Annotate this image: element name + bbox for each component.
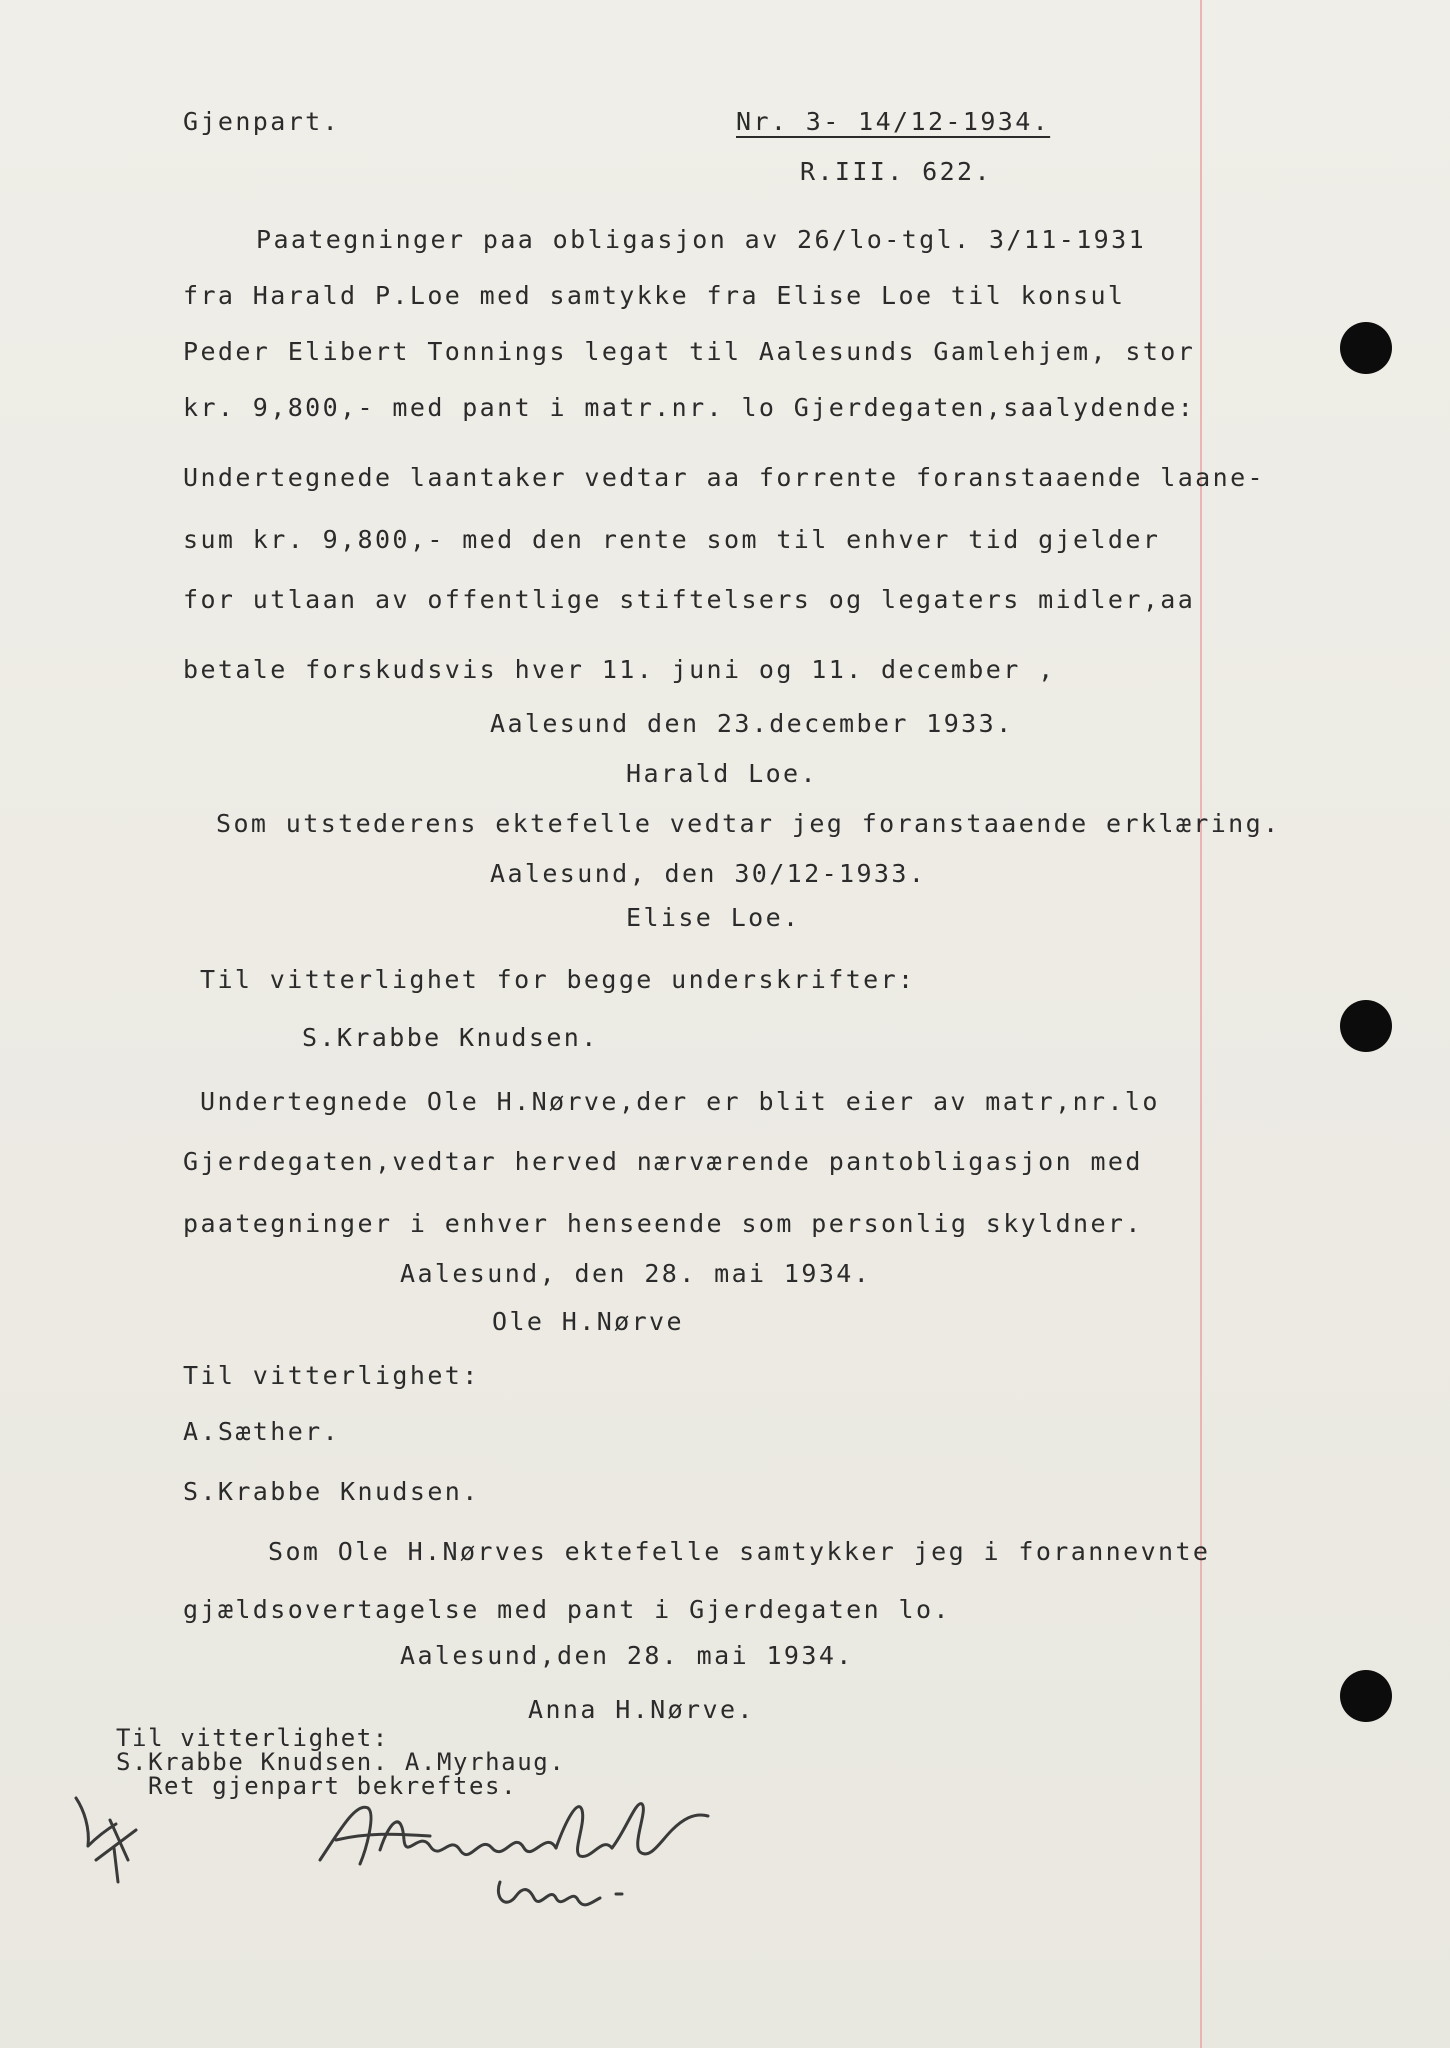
paragraph-2-line: betale forskudsvis hver 11. juni og 11. december , [183,655,1056,684]
footer-witness-heading: Til vitterlighet: [116,1724,389,1752]
header-number: Nr. 3- 14/12-1934. [736,107,1051,136]
paragraph-1-line: Paategninger paa obligasjon av 26/lo-tgl. 3/11-1931 [256,225,1147,254]
paragraph-4-line: gjældsovertagelse med pant i Gjerdegaten lo. [183,1595,951,1624]
signer-name: Anna H.Nørve. [528,1695,755,1724]
signer-name: Elise Loe. [626,903,801,932]
header-reference: R.III. 622. [800,157,992,186]
paragraph-4-line: Som Ole H.Nørves ektefelle samtykker jeg i forannevnte [268,1537,1211,1566]
witness-name: S.Krabbe Knudsen. [302,1023,599,1052]
punch-hole-middle [1340,1000,1392,1052]
handwritten-initials-mark [66,1790,156,1900]
place-date: Aalesund, den 30/12-1933. [490,859,927,888]
margin-rule [1200,0,1202,2048]
paragraph-3-line: Gjerdegaten,vedtar herved nærværende pantobligasjon med [183,1147,1143,1176]
footer-witnesses: S.Krabbe Knudsen. A.Myrhaug. [116,1748,566,1776]
paragraph-2-line: Undertegnede laantaker vedtar aa forrente foranstaaende laane- [183,463,1265,492]
witness-name: A.Sæther. [183,1417,341,1446]
place-date: Aalesund, den 28. mai 1934. [400,1259,872,1288]
spouse-declaration: Som utstederens ektefelle vedtar jeg foranstaaende erklæring. [216,809,1281,838]
signer-name: Ole H.Nørve [492,1307,684,1336]
footer-certification: Ret gjenpart bekreftes. [148,1772,518,1800]
paragraph-2-line: sum kr. 9,800,- med den rente som til enhver tid gjelder [183,525,1161,554]
handwritten-signature [310,1790,730,1930]
punch-hole-bottom [1340,1670,1392,1722]
witness-name: S.Krabbe Knudsen. [183,1477,480,1506]
witness-heading: Til vitterlighet for begge underskrifter: [200,965,916,994]
witness-heading: Til vitterlighet: [183,1361,480,1390]
signer-name: Harald Loe. [626,759,818,788]
paragraph-2-line: for utlaan av offentlige stiftelsers og legaters midler,aa [183,585,1196,614]
paragraph-1-line: fra Harald P.Loe med samtykke fra Elise Loe til konsul [183,281,1126,310]
punch-hole-top [1340,322,1392,374]
header-left: Gjenpart. [183,107,341,136]
paragraph-3-line: Undertegnede Ole H.Nørve,der er blit eier av matr,nr.lo [200,1087,1160,1116]
place-date: Aalesund den 23.december 1933. [490,709,1014,738]
paragraph-1-line: Peder Elibert Tonnings legat til Aalesunds Gamlehjem, stor [183,337,1196,366]
place-date: Aalesund,den 28. mai 1934. [400,1641,854,1670]
paragraph-3-line: paategninger i enhver henseende som personlig skyldner. [183,1209,1143,1238]
paragraph-1-line: kr. 9,800,- med pant i matr.nr. lo Gjerdegaten,saalydende: [183,393,1196,422]
